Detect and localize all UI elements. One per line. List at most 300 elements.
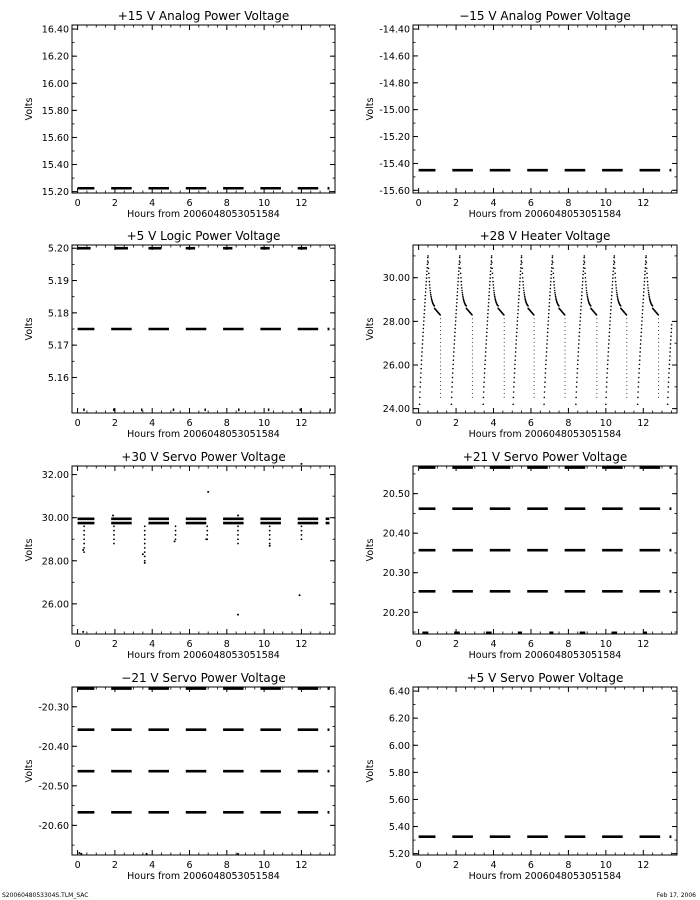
data-point	[427, 257, 429, 259]
data-point	[424, 298, 426, 300]
data-point	[451, 403, 453, 405]
data-point	[504, 389, 505, 390]
data-point	[544, 377, 546, 379]
data-point	[440, 330, 441, 331]
data-point	[457, 291, 459, 293]
data-point	[513, 377, 515, 379]
data-point	[555, 296, 557, 298]
data-point	[459, 260, 461, 262]
data-point	[483, 397, 485, 399]
data-point	[647, 287, 649, 289]
data-point	[425, 291, 427, 293]
data-point	[585, 277, 587, 279]
chart-title: +5 V Servo Power Voltage	[466, 671, 624, 685]
data-point	[553, 273, 555, 275]
data-point	[554, 292, 556, 294]
data-point	[491, 260, 493, 262]
data-point	[615, 287, 617, 289]
x-tick-label: 0	[415, 418, 422, 429]
data-point	[440, 350, 441, 351]
data-point	[609, 328, 611, 330]
data-point	[565, 369, 566, 370]
data-point	[596, 358, 597, 359]
data-series	[78, 463, 330, 633]
data-point	[667, 403, 669, 405]
data-point	[658, 346, 659, 347]
data-point	[596, 330, 597, 331]
footer-date: Feb 17, 2006	[656, 892, 696, 899]
data-point	[492, 273, 494, 275]
data-point	[610, 306, 612, 308]
chart-panel-1	[24, 9, 335, 220]
x-axis-label: Hours from 2006048053051584	[127, 650, 280, 661]
data-point	[461, 287, 463, 289]
y-tick-label: 28.00	[41, 556, 69, 568]
data-point	[440, 334, 441, 335]
data-point	[451, 397, 453, 399]
data-point	[426, 274, 428, 276]
data-point	[626, 330, 627, 331]
data-point	[645, 255, 647, 257]
data-point	[521, 255, 523, 257]
data-point	[419, 403, 421, 405]
data-point	[514, 368, 516, 370]
data-point	[581, 291, 583, 293]
data-point	[534, 389, 535, 390]
data-point	[425, 295, 427, 297]
data-point	[460, 273, 462, 275]
data-point	[582, 274, 584, 276]
data-point	[608, 347, 610, 349]
x-tick-label: 12	[295, 860, 308, 871]
data-point	[440, 373, 441, 374]
data-point	[551, 260, 553, 262]
data-point	[486, 328, 488, 330]
data-point	[668, 386, 670, 388]
chart-panel-4	[365, 229, 677, 440]
data-point	[472, 342, 473, 343]
data-point	[626, 397, 627, 398]
data-point	[658, 381, 659, 382]
data-point	[658, 385, 659, 386]
data-point	[484, 377, 486, 379]
data-point	[458, 270, 460, 272]
chart-title: −15 V Analog Power Voltage	[459, 9, 631, 23]
data-point	[553, 281, 555, 283]
x-tick-label: 10	[599, 198, 612, 209]
data-point	[577, 355, 579, 357]
data-point	[615, 281, 617, 283]
data-point	[493, 284, 495, 286]
data-point	[667, 391, 669, 393]
data-point	[671, 328, 673, 330]
y-tick-label: 20.20	[382, 607, 410, 619]
data-point	[504, 318, 505, 319]
data-point	[605, 403, 607, 405]
data-point	[454, 332, 456, 334]
data-point	[206, 530, 208, 532]
data-point	[583, 260, 585, 262]
y-tick-label: 15.40	[41, 160, 69, 172]
data-point	[578, 339, 580, 341]
data-point	[552, 262, 554, 264]
data-point	[596, 389, 597, 390]
x-tick-label: 6	[527, 639, 534, 650]
x-axis-label: Hours from 2006048053051584	[468, 209, 622, 220]
data-point	[608, 335, 610, 337]
data-point	[301, 530, 303, 532]
data-point	[626, 381, 627, 382]
data-point	[565, 354, 566, 355]
data-point	[420, 377, 422, 379]
data-point	[144, 530, 146, 532]
data-point	[472, 354, 473, 355]
data-point	[485, 355, 487, 357]
data-point	[489, 288, 491, 290]
data-point	[269, 545, 271, 547]
data-point	[83, 530, 85, 532]
data-point	[611, 295, 613, 297]
y-tick-label: 30.00	[382, 273, 410, 285]
data-point	[640, 343, 642, 345]
x-tick-label: 6	[186, 198, 193, 209]
plot-frame	[72, 466, 335, 634]
data-point	[517, 320, 519, 322]
data-point	[607, 359, 609, 361]
data-point	[580, 317, 582, 319]
data-point	[142, 553, 144, 555]
data-point	[626, 322, 627, 323]
data-point	[83, 547, 85, 549]
data-point	[504, 397, 505, 398]
data-point	[440, 397, 441, 398]
y-tick-label: -20.50	[38, 781, 69, 793]
data-point	[580, 302, 582, 304]
data-point	[484, 372, 486, 374]
y-tick-label: 5.60	[388, 794, 410, 806]
data-point	[456, 302, 458, 304]
data-point	[638, 368, 640, 370]
data-point	[174, 540, 176, 542]
x-tick-label: 6	[186, 860, 193, 871]
data-point	[451, 386, 453, 388]
data-point	[494, 294, 496, 296]
data-point	[565, 381, 566, 382]
y-tick-label: 24.00	[382, 404, 410, 416]
data-point	[472, 369, 473, 370]
data-point	[504, 354, 505, 355]
data-point	[513, 391, 515, 393]
data-point	[646, 273, 648, 275]
data-point	[494, 296, 496, 298]
data-point	[472, 338, 473, 339]
data-point	[670, 335, 672, 337]
data-point	[175, 530, 177, 532]
data-point	[549, 291, 551, 293]
data-point	[455, 324, 457, 326]
data-point	[658, 342, 659, 343]
data-point	[490, 274, 492, 276]
data-point	[440, 314, 441, 315]
data-point	[658, 338, 659, 339]
data-point	[545, 368, 547, 370]
data-point	[596, 377, 597, 378]
data-point	[440, 318, 441, 319]
data-point	[534, 365, 535, 366]
data-point	[626, 365, 627, 366]
data-point	[516, 328, 518, 330]
data-point	[550, 281, 552, 283]
data-point	[425, 284, 427, 286]
data-point	[579, 320, 581, 322]
data-point	[518, 302, 520, 304]
data-point	[301, 525, 303, 527]
data-point	[586, 292, 588, 294]
data-point	[643, 295, 645, 297]
data-point	[577, 364, 579, 366]
data-point	[582, 284, 584, 286]
data-point	[472, 385, 473, 386]
data-point	[565, 385, 566, 386]
data-point	[606, 381, 608, 383]
data-series	[419, 468, 672, 633]
x-tick-label: 6	[527, 198, 534, 209]
data-point	[546, 351, 548, 353]
data-point	[472, 350, 473, 351]
data-point	[553, 277, 555, 279]
data-point	[626, 373, 627, 374]
data-point	[616, 290, 618, 292]
data-point	[504, 342, 505, 343]
data-point	[668, 368, 670, 370]
data-point	[648, 294, 650, 296]
data-point	[637, 391, 639, 393]
x-tick-label: 8	[565, 860, 572, 871]
y-tick-label: 5.20	[388, 849, 410, 861]
data-point	[144, 556, 146, 558]
data-point	[596, 342, 597, 343]
data-point	[626, 354, 627, 355]
x-axis-label: Hours from 2006048053051584	[468, 429, 622, 440]
y-tick-label: -15.00	[379, 105, 410, 117]
data-point	[551, 264, 553, 266]
x-tick-label: 2	[111, 860, 118, 871]
data-point	[430, 292, 432, 294]
data-point	[565, 314, 566, 315]
data-point	[487, 317, 489, 319]
data-point	[440, 377, 441, 378]
data-point	[565, 318, 566, 319]
data-point	[420, 381, 422, 383]
data-point	[580, 306, 582, 308]
data-point	[423, 320, 425, 322]
data-point	[544, 381, 546, 383]
data-point	[423, 317, 425, 319]
data-point	[269, 530, 271, 532]
data-point	[237, 543, 239, 545]
data-point	[460, 277, 462, 279]
y-axis-label: Volts	[365, 538, 376, 562]
data-point	[472, 346, 473, 347]
data-point	[504, 393, 505, 394]
data-point	[515, 343, 517, 345]
data-point	[491, 267, 493, 269]
data-point	[462, 294, 464, 296]
data-point	[462, 296, 464, 298]
data-point	[648, 290, 650, 292]
data-point	[534, 385, 535, 386]
data-point	[640, 347, 642, 349]
data-point	[554, 294, 556, 296]
data-point	[440, 361, 441, 362]
data-point	[640, 335, 642, 337]
data-point	[626, 393, 627, 394]
y-tick-label: 26.00	[382, 360, 410, 372]
data-point	[616, 292, 618, 294]
data-point	[606, 386, 608, 388]
data-point	[669, 364, 671, 366]
data-point	[520, 260, 522, 262]
y-tick-label: 32.00	[41, 470, 69, 482]
data-point	[544, 391, 546, 393]
data-point	[512, 403, 514, 405]
data-point	[669, 351, 671, 353]
data-point	[484, 368, 486, 370]
y-tick-label: 6.00	[388, 740, 410, 752]
data-point	[608, 339, 610, 341]
data-point	[504, 385, 505, 386]
data-series	[78, 689, 330, 855]
data-point	[472, 393, 473, 394]
data-point	[483, 391, 485, 393]
data-point	[440, 365, 441, 366]
data-point	[520, 274, 522, 276]
data-point	[453, 359, 455, 361]
data-point	[515, 351, 517, 353]
data-point	[472, 330, 473, 331]
data-point	[440, 342, 441, 343]
x-tick-label: 10	[258, 198, 271, 209]
data-point	[492, 277, 494, 279]
y-tick-label: 5.40	[388, 822, 410, 834]
data-point	[534, 369, 535, 370]
y-tick-label: 26.00	[41, 599, 69, 611]
data-point	[493, 287, 495, 289]
data-point	[113, 543, 115, 545]
data-point	[534, 381, 535, 382]
data-point	[504, 381, 505, 382]
data-point	[534, 342, 535, 343]
data-point	[472, 358, 473, 359]
data-point	[583, 264, 585, 266]
data-point	[613, 264, 615, 266]
data-point	[543, 403, 545, 405]
data-point	[558, 305, 560, 307]
data-point	[465, 305, 467, 307]
data-point	[534, 358, 535, 359]
data-point	[669, 355, 671, 357]
data-point	[113, 525, 115, 527]
data-point	[611, 288, 613, 290]
data-point	[565, 338, 566, 339]
data-point	[550, 274, 552, 276]
data-point	[610, 302, 612, 304]
data-point	[517, 313, 519, 315]
data-point	[534, 346, 535, 347]
data-point	[484, 364, 486, 366]
data-point	[640, 332, 642, 334]
data-point	[640, 339, 642, 341]
data-point	[472, 397, 473, 398]
data-point	[579, 324, 581, 326]
data-point	[425, 288, 427, 290]
chart-panel-7	[24, 671, 335, 882]
data-point	[83, 538, 85, 540]
data-point	[521, 267, 523, 269]
x-tick-label: 10	[258, 418, 271, 429]
data-point	[488, 295, 490, 297]
data-point	[646, 262, 648, 264]
data-point	[237, 515, 239, 517]
data-point	[82, 631, 84, 633]
data-point	[626, 318, 627, 319]
plot-frame	[413, 245, 677, 413]
data-point	[518, 295, 520, 297]
y-tick-label: 6.20	[388, 713, 410, 725]
data-point	[453, 355, 455, 357]
x-tick-label: 6	[186, 639, 193, 650]
data-point	[565, 330, 566, 331]
x-tick-label: 6	[186, 418, 193, 429]
data-point	[596, 338, 597, 339]
data-series	[78, 248, 331, 410]
data-point	[605, 397, 607, 399]
x-tick-label: 0	[415, 198, 422, 209]
x-tick-label: 4	[490, 639, 497, 650]
data-point	[658, 318, 659, 319]
data-point	[613, 255, 615, 257]
data-point	[544, 386, 546, 388]
data-point	[486, 332, 488, 334]
data-point	[491, 255, 493, 257]
data-point	[614, 273, 616, 275]
y-tick-label: 30.00	[41, 513, 69, 525]
data-point	[549, 295, 551, 297]
x-tick-label: 6	[527, 418, 534, 429]
data-point	[658, 369, 659, 370]
data-point	[626, 361, 627, 362]
data-point	[455, 317, 457, 319]
data-point	[461, 284, 463, 286]
chart-title: +21 V Servo Power Voltage	[462, 450, 628, 464]
data-point	[548, 320, 550, 322]
data-point	[550, 277, 552, 279]
y-tick-label: 15.80	[41, 105, 69, 117]
data-point	[576, 381, 578, 383]
data-point	[554, 287, 556, 289]
data-series	[419, 255, 673, 405]
data-point	[626, 377, 627, 378]
data-point	[269, 534, 271, 536]
chart-panel-6	[365, 450, 677, 661]
data-point	[584, 267, 586, 269]
data-point	[429, 290, 431, 292]
y-axis-label: Volts	[24, 759, 35, 783]
data-point	[658, 377, 659, 378]
data-point	[534, 322, 535, 323]
data-point	[516, 324, 518, 326]
x-axis-label: Hours from 2006048053051584	[468, 871, 622, 882]
